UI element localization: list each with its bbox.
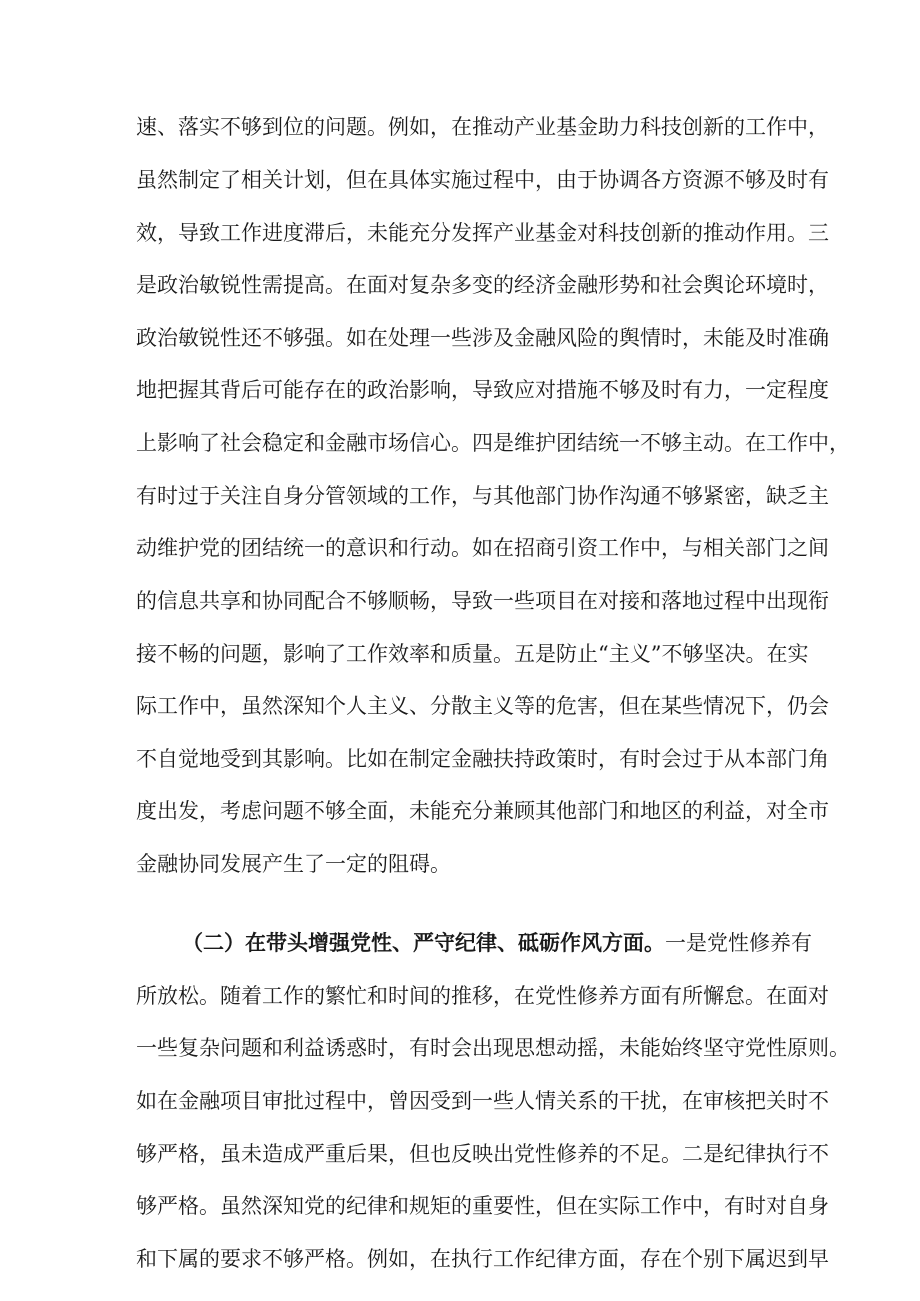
- text-line: 速、落实不够到位的问题。例如，在推动产业基金助力科技创新的工作中，: [136, 115, 829, 139]
- text-line: 够严格。虽然深知党的纪律和规矩的重要性，但在实际工作中，有时对自身: [136, 1194, 829, 1218]
- text-line: 所放松。随着工作的繁忙和时间的推移，在党性修养方面有所懈怠。在面对: [136, 984, 829, 1008]
- text-line: 际工作中，虽然深知个人主义、分散主义等的危害，但在某些情况下，仍会: [136, 694, 829, 718]
- text-line: 不自觉地受到其影响。比如在制定金融扶持政策时，有时会过于从本部门角: [136, 747, 829, 771]
- text-line: 够严格，虽未造成严重后果，但也反映出党性修养的不足。二是纪律执行不: [136, 1142, 829, 1166]
- text-line: 上影响了社会稳定和金融市场信心。四是维护团结统一不够主动。在工作中，: [136, 431, 850, 455]
- text-line: 的信息共享和协同配合不够顺畅，导致一些项目在对接和落地过程中出现衔: [136, 589, 829, 613]
- text-line: 效，导致工作进度滞后，未能充分发挥产业基金对科技创新的推动作用。三: [136, 221, 829, 245]
- text-line: 接不畅的问题，影响了工作效率和质量。五是防止“主义”不够坚决。在实: [136, 642, 809, 666]
- text-line: 动维护党的团结统一的意识和行动。如在招商引资工作中，与相关部门之间: [136, 536, 829, 560]
- text-line: 是政治敏锐性需提高。在面对复杂多变的经济金融形势和社会舆论环境时，: [136, 273, 829, 297]
- text-line: 金融协同发展产生了一定的阻碍。: [136, 852, 451, 876]
- text-line: 虽然制定了相关计划，但在具体实施过程中，由于协调各方资源不够及时有: [136, 168, 829, 192]
- paragraph-heading-line: [182, 923, 812, 963]
- section-heading: （二）在带头增强党性、严守纪律、砥砺作风方面。: [182, 930, 665, 955]
- text-line: 和下属的要求不够严格。例如，在执行工作纪律方面，存在个别下属迟到早: [136, 1247, 829, 1271]
- heading-line-rest: 一是党性修养有: [665, 931, 812, 955]
- text-line: 如在金融项目审批过程中，曾因受到一些人情关系的干扰，在审核把关时不: [136, 1089, 829, 1113]
- text-line: 有时过于关注自身分管领域的工作，与其他部门协作沟通不够紧密，缺乏主: [136, 484, 829, 508]
- text-line: 一些复杂问题和利益诱惑时，有时会出现思想动摇，未能始终坚守党性原则。: [136, 1036, 850, 1060]
- text-line: 度出发，考虑问题不够全面，未能充分兼顾其他部门和地区的利益，对全市: [136, 799, 829, 823]
- text-line: 政治敏锐性还不够强。如在处理一些涉及金融风险的舆情时，未能及时准确: [136, 326, 829, 350]
- text-line: 地把握其背后可能存在的政治影响，导致应对措施不够及时有力，一定程度: [136, 378, 829, 402]
